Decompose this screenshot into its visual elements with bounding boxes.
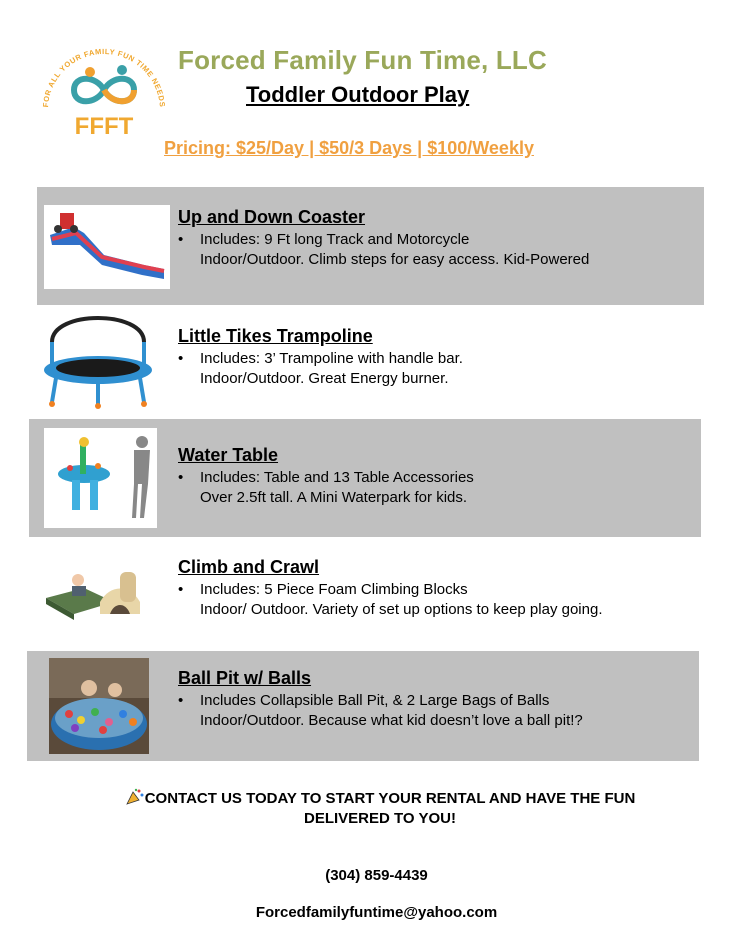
product-name: Up and Down Coaster <box>178 207 366 227</box>
bullet-icon: • <box>178 231 184 248</box>
product-name: Climb and Crawl <box>178 557 320 577</box>
company-logo <box>34 40 174 140</box>
product-includes: Includes Collapsible Ball Pit, & 2 Large Bags of Balls <box>200 692 550 709</box>
product-includes: Includes: Table and 13 Table Accessories <box>200 469 474 486</box>
contact-line-2: DELIVERED TO YOU! <box>304 810 456 827</box>
product-includes: Includes: 5 Piece Foam Climbing Blocks <box>200 581 468 598</box>
phone-number[interactable]: (304) 859-4439 <box>325 867 428 884</box>
product-name: Water Table <box>178 445 279 465</box>
pricing-line: Pricing: $25/Day | $50/3 Days | $100/Weekly <box>164 138 534 158</box>
logo-letters: FFFT <box>74 113 134 140</box>
product-includes: Includes: 9 Ft long Track and Motorcycle <box>200 231 470 248</box>
bullet-icon: • <box>178 692 184 709</box>
contact-line-1: CONTACT US TODAY TO START YOUR RENTAL AND HAVE THE FUN <box>144 790 636 807</box>
product-name: Little Tikes Trampoline <box>178 326 373 346</box>
product-details: Indoor/Outdoor. Climb steps for easy access. Kid-Powered <box>200 251 590 268</box>
product-details: Indoor/Outdoor. Great Energy burner. <box>200 370 449 387</box>
water-table-image <box>44 428 157 528</box>
ball-pit-image <box>49 658 149 754</box>
product-name: Ball Pit w/ Balls <box>178 668 312 688</box>
coaster-image <box>44 205 170 289</box>
product-details: Indoor/ Outdoor. Variety of set up options to keep play going. <box>200 601 603 618</box>
product-includes: Includes: 3’ Trampoline with handle bar. <box>200 350 463 367</box>
bullet-icon: • <box>178 469 184 486</box>
trampoline-image <box>38 306 158 410</box>
bullet-icon: • <box>178 350 184 367</box>
bullet-icon: • <box>178 581 184 598</box>
svg-text:FOR ALL YOUR FAMILY FUN TIME N <box>41 47 167 108</box>
contact-message <box>60 788 700 829</box>
party-popper-icon <box>125 788 145 806</box>
company-name: Forced Family Fun Time, LLC <box>178 45 547 75</box>
product-details: Indoor/Outdoor. Because what kid doesn’t love a ball pit!? <box>200 712 583 729</box>
page-title: Toddler Outdoor Play <box>246 82 470 107</box>
product-details: Over 2.5ft tall. A Mini Waterpark for kids. <box>200 489 468 506</box>
foam-blocks-image <box>44 558 156 626</box>
email-address[interactable]: Forcedfamilyfuntime@yahoo.com <box>255 904 498 921</box>
logo-ring-text: FOR ALL YOUR FAMILY FUN TIME NEEDS <box>41 46 167 108</box>
